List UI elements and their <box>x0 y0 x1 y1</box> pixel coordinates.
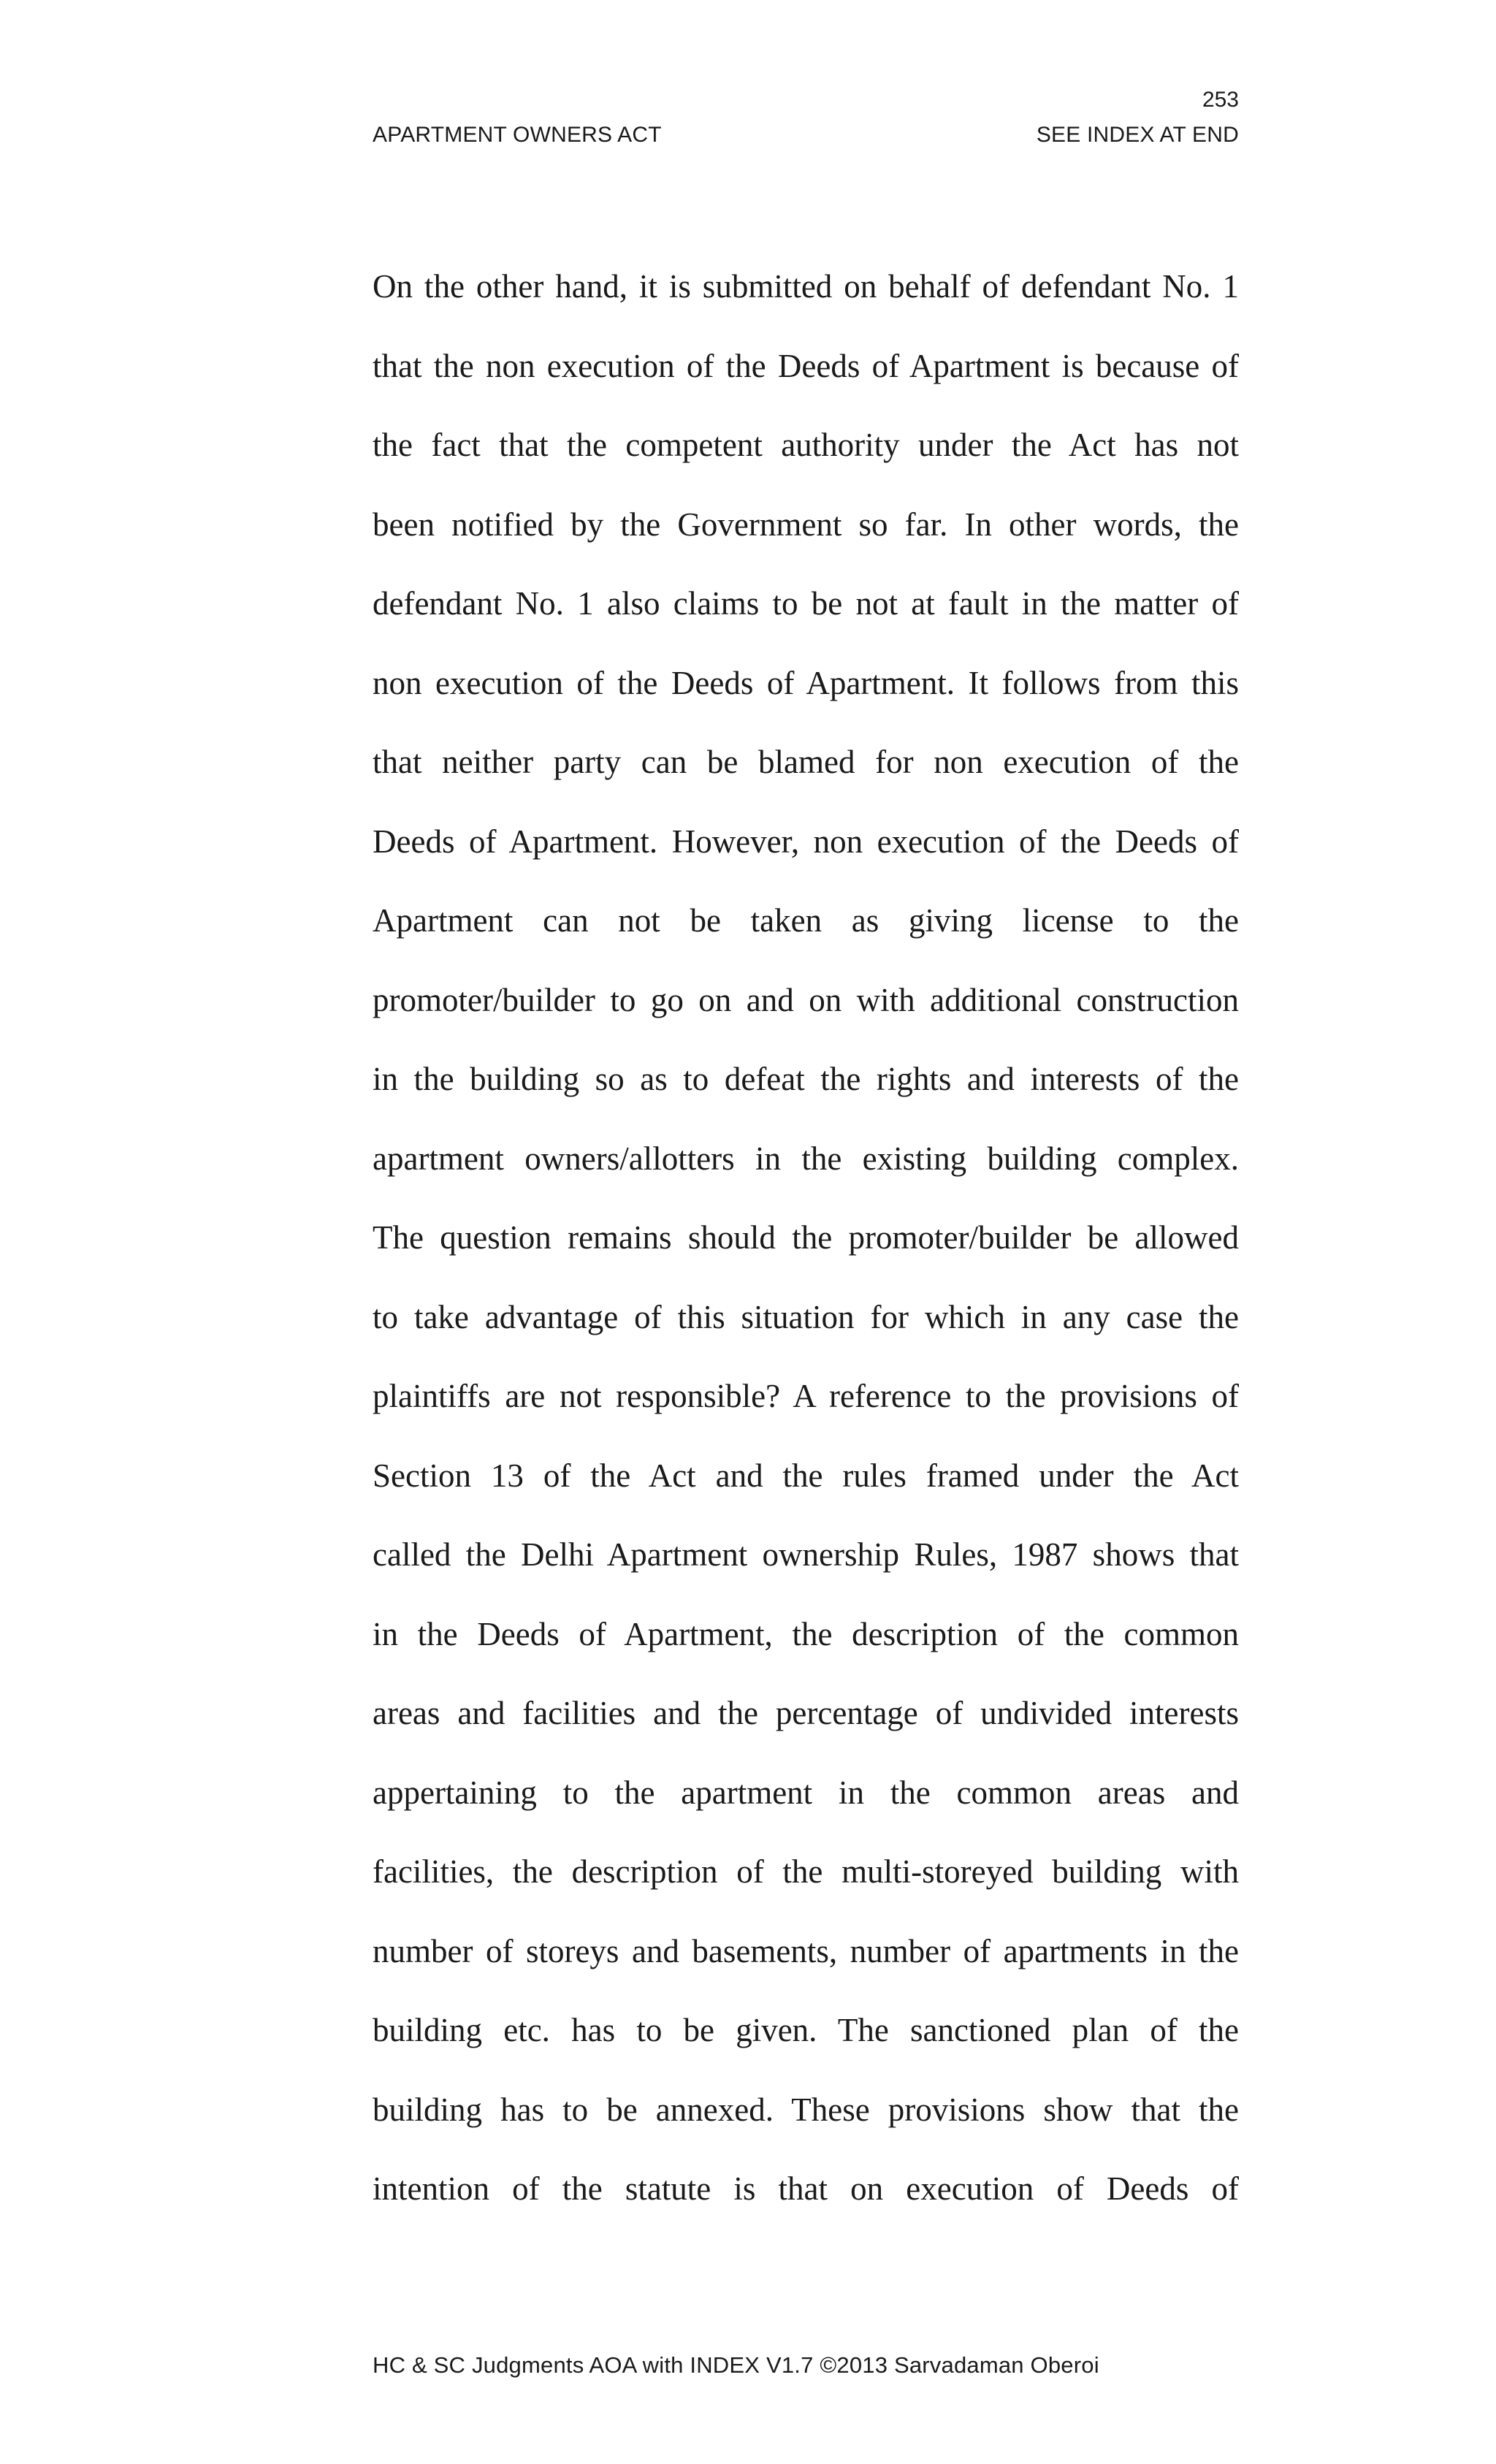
body-line: defendant No. 1 also claims to be not at fault in the matter of <box>373 585 1239 622</box>
body-line: areas and facilities and the percentage of undivided interests <box>373 1695 1239 1731</box>
body-line: non execution of the Deeds of Apartment. It follows from this <box>373 664 1239 701</box>
body-line: plaintiffs are not responsible? A reference to the provisions of <box>373 1378 1239 1414</box>
body-line: intention of the statute is that on execution of Deeds of <box>373 2170 1239 2207</box>
body-line: number of storeys and basements, number of apartments in the <box>373 1932 1239 1969</box>
page-footer: HC & SC Judgments AOA with INDEX V1.7 ©2013 Sarvadaman Oberoi <box>373 2352 1099 2378</box>
body-line: promoter/builder to go on and on with additional construction <box>373 981 1239 1018</box>
body-line: On the other hand, it is submitted on behalf of defendant No. 1 <box>373 268 1239 305</box>
body-line: apartment owners/allotters in the existing building complex. <box>373 1140 1239 1177</box>
body-line: The question remains should the promoter/builder be allowed <box>373 1219 1239 1256</box>
body-line: in the building so as to defeat the rights and interests of the <box>373 1061 1239 1097</box>
body-line: Apartment can not be taken as giving license to the <box>373 902 1239 939</box>
body-line: that neither party can be blamed for non execution of the <box>373 744 1239 780</box>
body-line: the fact that the competent authority under the Act has not <box>373 427 1239 463</box>
body-line: Section 13 of the Act and the rules framed under the Act <box>373 1457 1239 1494</box>
page-number: 253 <box>1202 88 1239 112</box>
body-line: to take advantage of this situation for which in any case the <box>373 1298 1239 1335</box>
body-line: been notified by the Government so far. In other words, the <box>373 506 1239 543</box>
body-line: building etc. has to be given. The sanctioned plan of the <box>373 2012 1239 2048</box>
body-line: that the non execution of the Deeds of Apartment is because of <box>373 347 1239 384</box>
body-line: appertaining to the apartment in the common areas and <box>373 1774 1239 1811</box>
body-line: called the Delhi Apartment ownership Rules, 1987 shows that <box>373 1536 1239 1573</box>
running-header-index-note: SEE INDEX AT END <box>1036 123 1239 147</box>
body-line: in the Deeds of Apartment, the description of the common <box>373 1615 1239 1652</box>
body-paragraph <box>373 264 1239 2246</box>
body-line: building has to be annexed. These provisions show that the <box>373 2091 1239 2128</box>
body-line: facilities, the description of the multi-storeyed building with <box>373 1853 1239 1890</box>
body-line: Deeds of Apartment. However, non execution of the Deeds of <box>373 823 1239 860</box>
running-header-title: APARTMENT OWNERS ACT <box>373 123 662 147</box>
